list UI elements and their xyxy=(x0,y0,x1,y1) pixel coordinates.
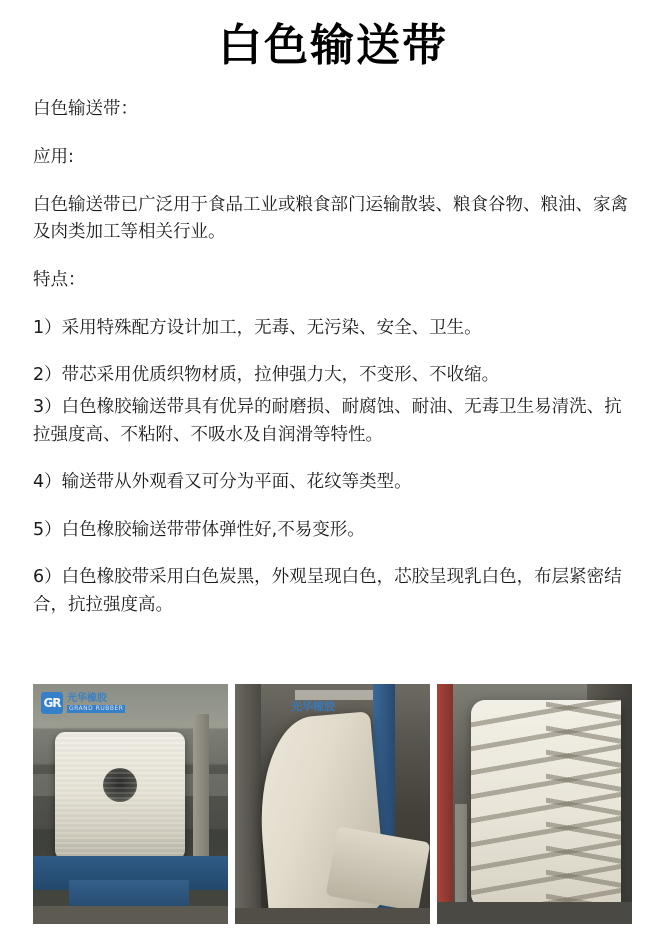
paragraph-features-heading: 特点： xyxy=(33,269,86,290)
brand-mark-icon: GR xyxy=(41,692,63,714)
photo-belt-sheet-production xyxy=(235,684,430,924)
factory-floor xyxy=(437,902,632,924)
factory-floor xyxy=(235,908,430,924)
machine-frame-left xyxy=(235,684,261,924)
paragraph-application-heading: 应用: xyxy=(33,147,74,168)
paragraph-feature-1: 1）采用特殊配方设计加工，无毒、无污染、安全、卫生。 xyxy=(33,317,482,338)
support-post xyxy=(193,714,209,859)
brand-watermark xyxy=(41,692,125,714)
product-photo-gallery xyxy=(33,684,633,924)
brand-text xyxy=(67,694,125,713)
brand-name-cn: 光华橡胶 xyxy=(67,692,107,704)
product-description-page xyxy=(0,22,666,952)
paragraph-feature-3: 3）白色橡胶输送带具有优异的耐磨损、耐腐蚀、耐油、无毒卫生易清洗、抗拉强度高、不粘附、不吸水及自润滑等特性。 xyxy=(33,396,622,445)
paragraph-feature-5: 5）白色橡胶输送带带体弹性好,不易变形。 xyxy=(33,519,365,540)
description-body xyxy=(0,96,666,619)
paragraph-feature-4: 4）输送带从外观看又可分为平面、花纹等类型。 xyxy=(33,472,412,493)
red-support-post xyxy=(437,684,453,924)
photo-white-belt-roll xyxy=(33,684,228,924)
white-belt-roll xyxy=(55,732,185,860)
paragraph-application-body: 白色输送带已广泛用于食品工业或粮食部门运输散装、粮食谷物、粮油、家禽及肉类加工等相关行业。 xyxy=(33,194,628,243)
factory-floor xyxy=(33,906,228,924)
brand-watermark: 光华橡胶 xyxy=(291,700,335,713)
page-title: 白色输送带 xyxy=(218,20,448,71)
chevron-belt-roll xyxy=(471,700,621,908)
brand-name-en: GRAND RUBBER xyxy=(69,704,124,712)
paragraph-intro: 白色输送带： xyxy=(33,99,138,120)
paragraph-feature-2: 2）带芯采用优质织物材质，拉伸强力大，不变形、不收缩。 xyxy=(33,365,500,386)
paragraph-feature-6: 6）白色橡胶带采用白色炭黑，外观呈现白色，芯胶呈现乳白色，布层紧密结合，抗拉强度高。 xyxy=(33,567,622,616)
photo-chevron-pattern-roll xyxy=(437,684,632,924)
